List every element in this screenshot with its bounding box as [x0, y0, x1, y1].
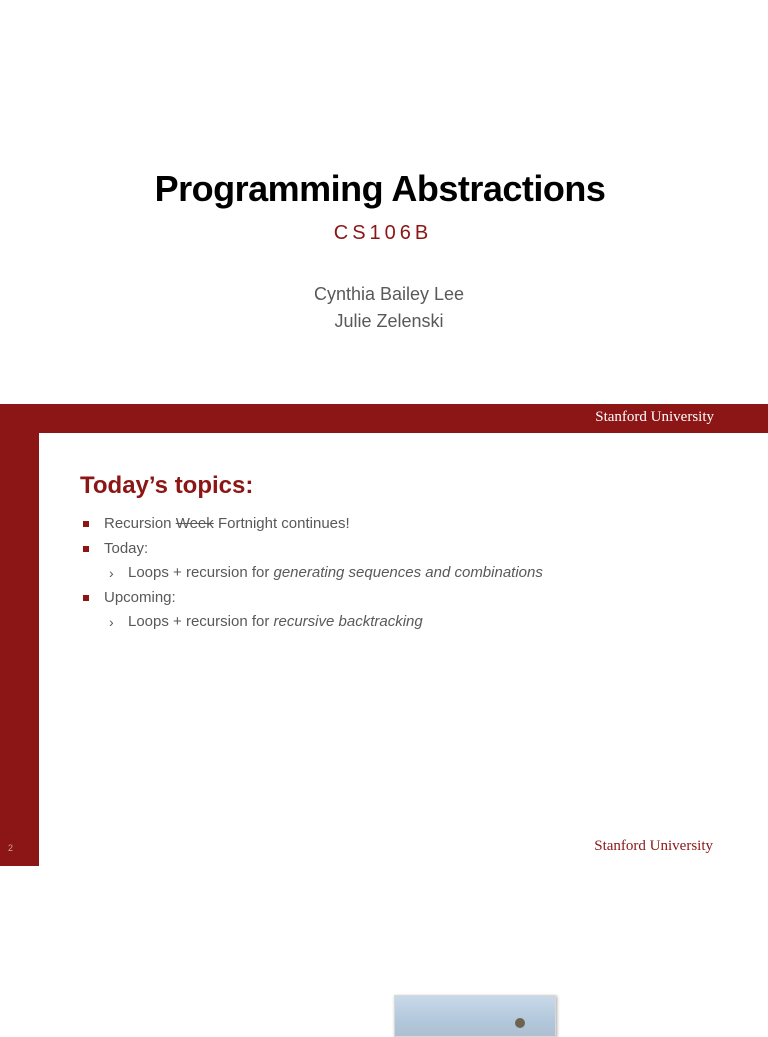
- topics-slide: [0, 404, 768, 866]
- bullet-list: [80, 512, 543, 635]
- header-bar: [0, 404, 768, 433]
- slide-photo: [394, 995, 556, 1037]
- sub-bullet-item: [80, 561, 543, 586]
- bullet-text: Loops + recursion for: [128, 613, 274, 630]
- italic-text: recursive backtracking: [273, 613, 423, 630]
- title-slide: [0, 0, 768, 404]
- struck-text: Week: [175, 515, 214, 532]
- square-bullet-icon: [83, 546, 89, 552]
- photo-detail: [515, 1018, 525, 1028]
- square-bullet-icon: [83, 595, 89, 601]
- left-sidebar-bar: [0, 433, 39, 866]
- bullet-text: Upcoming:: [104, 588, 176, 606]
- author-list: [0, 281, 768, 335]
- bullet-text: Today:: [104, 539, 149, 557]
- course-code: CS106B: [333, 222, 433, 244]
- header-brand: Stanford University: [595, 409, 714, 425]
- slide-number: 2: [8, 843, 14, 853]
- italic-text: generating sequences and combinations: [273, 564, 543, 581]
- bullet-item: [80, 512, 543, 537]
- author-name: Julie Zelenski: [334, 311, 444, 331]
- chevron-right-icon: ›: [109, 565, 114, 581]
- author-name: Cynthia Bailey Lee: [313, 284, 465, 304]
- slide-heading: Today’s topics:: [80, 472, 254, 499]
- bullet-text: Loops + recursion for: [128, 564, 274, 581]
- chevron-right-icon: ›: [109, 614, 114, 630]
- bullet-text: Fortnight continues!: [213, 515, 350, 532]
- bullet-item: [80, 537, 543, 562]
- sub-bullet-item: [80, 610, 543, 635]
- slide-title: Programming Abstractions: [154, 168, 606, 209]
- bullet-text: Recursion: [104, 515, 176, 532]
- footer-brand: Stanford University: [594, 838, 713, 854]
- square-bullet-icon: [83, 521, 89, 527]
- bullet-item: [80, 586, 543, 611]
